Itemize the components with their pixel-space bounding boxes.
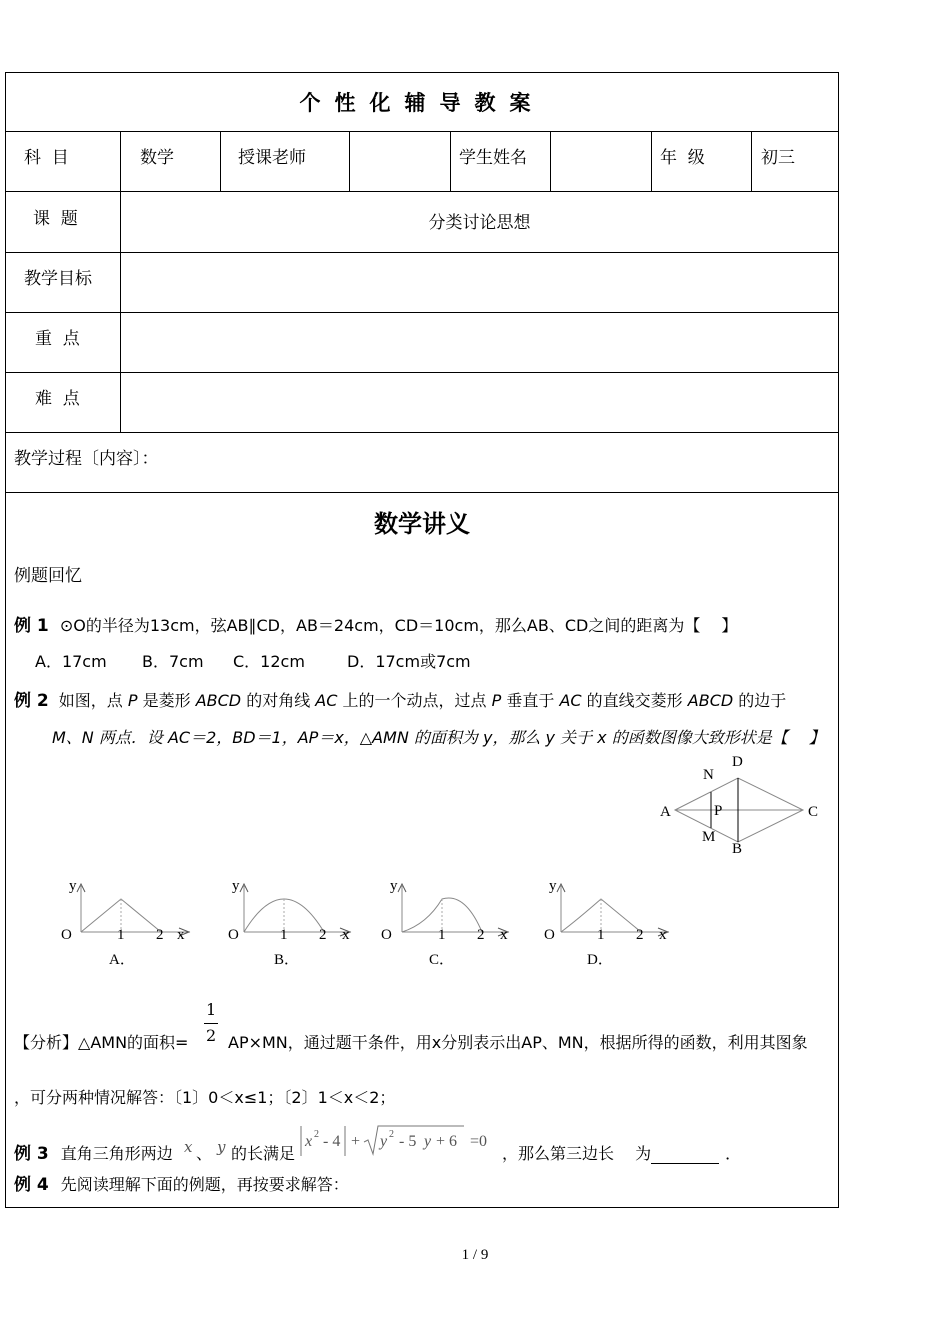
- answer-blank[interactable]: [651, 1147, 719, 1164]
- graph-d: [544, 878, 669, 968]
- tick-label: 2: [477, 927, 485, 943]
- col-divider: [349, 131, 350, 191]
- ex2-var: AC: [315, 691, 338, 710]
- ex1-option-a: A．17cm: [35, 652, 107, 671]
- rhombus-label-n: N: [703, 767, 714, 783]
- axis-x-label: x: [342, 927, 350, 943]
- topic-value: 分类讨论思想: [428, 213, 531, 233]
- graph-c-label: C．: [429, 952, 455, 968]
- ex2-var: AC: [559, 691, 582, 710]
- col-divider: [550, 131, 551, 191]
- rhombus-label-b: B: [732, 841, 743, 857]
- graph-b: [228, 878, 351, 968]
- example-2-line1: [14, 691, 786, 711]
- fraction-bar: [204, 1023, 218, 1024]
- analysis-line1: [14, 1033, 188, 1053]
- answer-graphs: [55, 872, 685, 972]
- example-1: [14, 616, 737, 636]
- tick-label: 2: [636, 927, 644, 943]
- tick-label: 2: [319, 927, 327, 943]
- teacher-label: 授课老师: [238, 148, 306, 168]
- grade-label: 年 级: [660, 148, 705, 168]
- formula-plus-6: + 6: [436, 1133, 458, 1150]
- col-divider: [450, 131, 451, 191]
- formula-plus: +: [351, 1133, 361, 1150]
- ex1-option-b: B．7cm: [142, 652, 204, 671]
- goal-label: 教学目标: [24, 269, 92, 289]
- tick-label: 1: [280, 927, 288, 943]
- row-divider: [5, 432, 839, 433]
- row-divider: [5, 372, 839, 373]
- rhombus-figure: [650, 750, 830, 860]
- ex1-option-d: D．17cm或7cm: [347, 652, 471, 671]
- formula-y: y: [380, 1133, 388, 1150]
- ex3-text-b: 的长满足: [231, 1144, 296, 1163]
- origin-label: O: [61, 927, 72, 943]
- col-divider: [120, 131, 121, 432]
- example-1-text: ⊙O的半径为13cm，弦AB∥CD，AB＝24cm，CD＝10cm，那么AB、CD之间的距离为【 】: [59, 616, 738, 635]
- graph-b-label: B．: [274, 952, 300, 968]
- row-divider: [5, 312, 839, 313]
- subject-value: 数学: [140, 148, 174, 168]
- process-label: 教学过程〔内容〕：: [14, 449, 159, 469]
- ex2-text: 的边于: [733, 691, 787, 710]
- origin-label: O: [544, 927, 555, 943]
- graph-a: [61, 878, 190, 968]
- tick-label: 1: [117, 927, 125, 943]
- rhombus-label-d: D: [732, 754, 743, 770]
- row-divider: [5, 252, 839, 253]
- rhombus-label-c: C: [808, 804, 819, 820]
- graph-c: [381, 878, 509, 968]
- lecture-title: 数学讲义: [374, 510, 470, 538]
- graph-d-label: D．: [587, 952, 613, 968]
- axis-y-label: y: [390, 878, 398, 894]
- example-3-label: 例 3: [14, 1144, 49, 1164]
- tick-label: 1: [438, 927, 446, 943]
- formula-exp: 2: [314, 1129, 319, 1140]
- page-number: 1 / 9: [461, 1247, 489, 1263]
- difficulty-label: 难 点: [35, 389, 80, 409]
- analysis-line2: ，可分两种情况解答：〔1〕0＜x≤1；〔2〕1＜x＜2；: [14, 1088, 396, 1107]
- ex3-text: 直角三角形两边: [60, 1144, 173, 1163]
- axis-x-label: x: [659, 927, 667, 943]
- example-4-label: 例 4: [14, 1175, 49, 1195]
- fraction-numerator: 1: [206, 1000, 217, 1019]
- axis-x-label: x: [500, 927, 508, 943]
- student-label: 学生姓名: [459, 148, 527, 168]
- axis-y-label: y: [69, 878, 77, 894]
- ex2-text: 是菱形: [137, 691, 196, 710]
- ex2-text: 上的一个动点，过点: [337, 691, 492, 710]
- row-divider: [5, 191, 839, 192]
- formula-mid: - 5: [399, 1133, 417, 1150]
- ex3-formula: [298, 1122, 500, 1162]
- col-divider: [751, 131, 752, 191]
- ex3-text: ．: [725, 1144, 742, 1163]
- rhombus-label-p: P: [714, 803, 723, 819]
- example-4: [14, 1175, 349, 1195]
- formula-x: x: [305, 1133, 313, 1150]
- ex3-var-y: y: [217, 1138, 226, 1156]
- ex2-text: 垂直于: [501, 691, 560, 710]
- subject-label: 科 目: [24, 148, 69, 168]
- graph-a-label: A．: [109, 952, 135, 968]
- ex2-var: P: [127, 691, 138, 710]
- ex2-text: 的对角线: [241, 691, 316, 710]
- ex3-var-x: x: [184, 1138, 193, 1156]
- row-divider: [5, 492, 839, 493]
- ex1-option-c: C．12cm: [233, 652, 305, 671]
- axis-y-label: y: [232, 878, 240, 894]
- example-1-label: 例 1: [14, 616, 49, 636]
- row-divider: [5, 131, 839, 132]
- formula-minus-4: - 4: [323, 1133, 341, 1150]
- formula-equals-zero: =0: [470, 1133, 488, 1150]
- ex2-var: P: [491, 691, 502, 710]
- analysis-text-b: AP×MN，通过题干条件，用x分别表示出AP、MN，根据所得的函数，利用其图象: [228, 1033, 808, 1052]
- analysis-label: 【分析】: [14, 1033, 79, 1052]
- key-label: 重 点: [35, 329, 80, 349]
- col-divider: [220, 131, 221, 191]
- origin-label: O: [228, 927, 239, 943]
- ex2-text: 如图，点: [58, 691, 128, 710]
- rhombus-label-a: A: [660, 804, 671, 820]
- tick-label: 2: [156, 927, 164, 943]
- plan-title: 个性化辅导教案: [299, 91, 545, 115]
- ex3-separator: 、: [196, 1144, 213, 1163]
- ex2-var: ABCD: [195, 691, 242, 710]
- example-2-label: 例 2: [14, 691, 49, 711]
- axis-y-label: y: [549, 878, 557, 894]
- topic-label: 课 题: [33, 209, 78, 229]
- ex2-text: 的直线交菱形: [581, 691, 688, 710]
- ex3-text-c: [502, 1144, 741, 1164]
- analysis-text: △AMN的面积=: [78, 1033, 189, 1052]
- tick-label: 1: [597, 927, 605, 943]
- ex2-var: ABCD: [687, 691, 734, 710]
- col-divider: [651, 131, 652, 191]
- example-3: [14, 1144, 173, 1164]
- fraction-denominator: 2: [206, 1026, 217, 1045]
- formula-y: y: [424, 1133, 432, 1150]
- axis-x-label: x: [177, 927, 185, 943]
- formula-exp: 2: [389, 1129, 394, 1140]
- rhombus-label-m: M: [702, 829, 716, 845]
- example-2-line2: M、N 两点．设 AC＝2，BD＝1，AP＝x，△AMN 的面积为 y，那么 y 关于 x 的函数图像大致形状是【 】: [52, 728, 825, 747]
- ex3-text: ，那么第三边长 为: [502, 1144, 652, 1163]
- ex4-text: 先阅读理解下面的例题，再按要求解答：: [60, 1175, 349, 1194]
- origin-label: O: [381, 927, 392, 943]
- review-label: 例题回忆: [14, 566, 82, 586]
- grade-value: 初三: [761, 148, 795, 168]
